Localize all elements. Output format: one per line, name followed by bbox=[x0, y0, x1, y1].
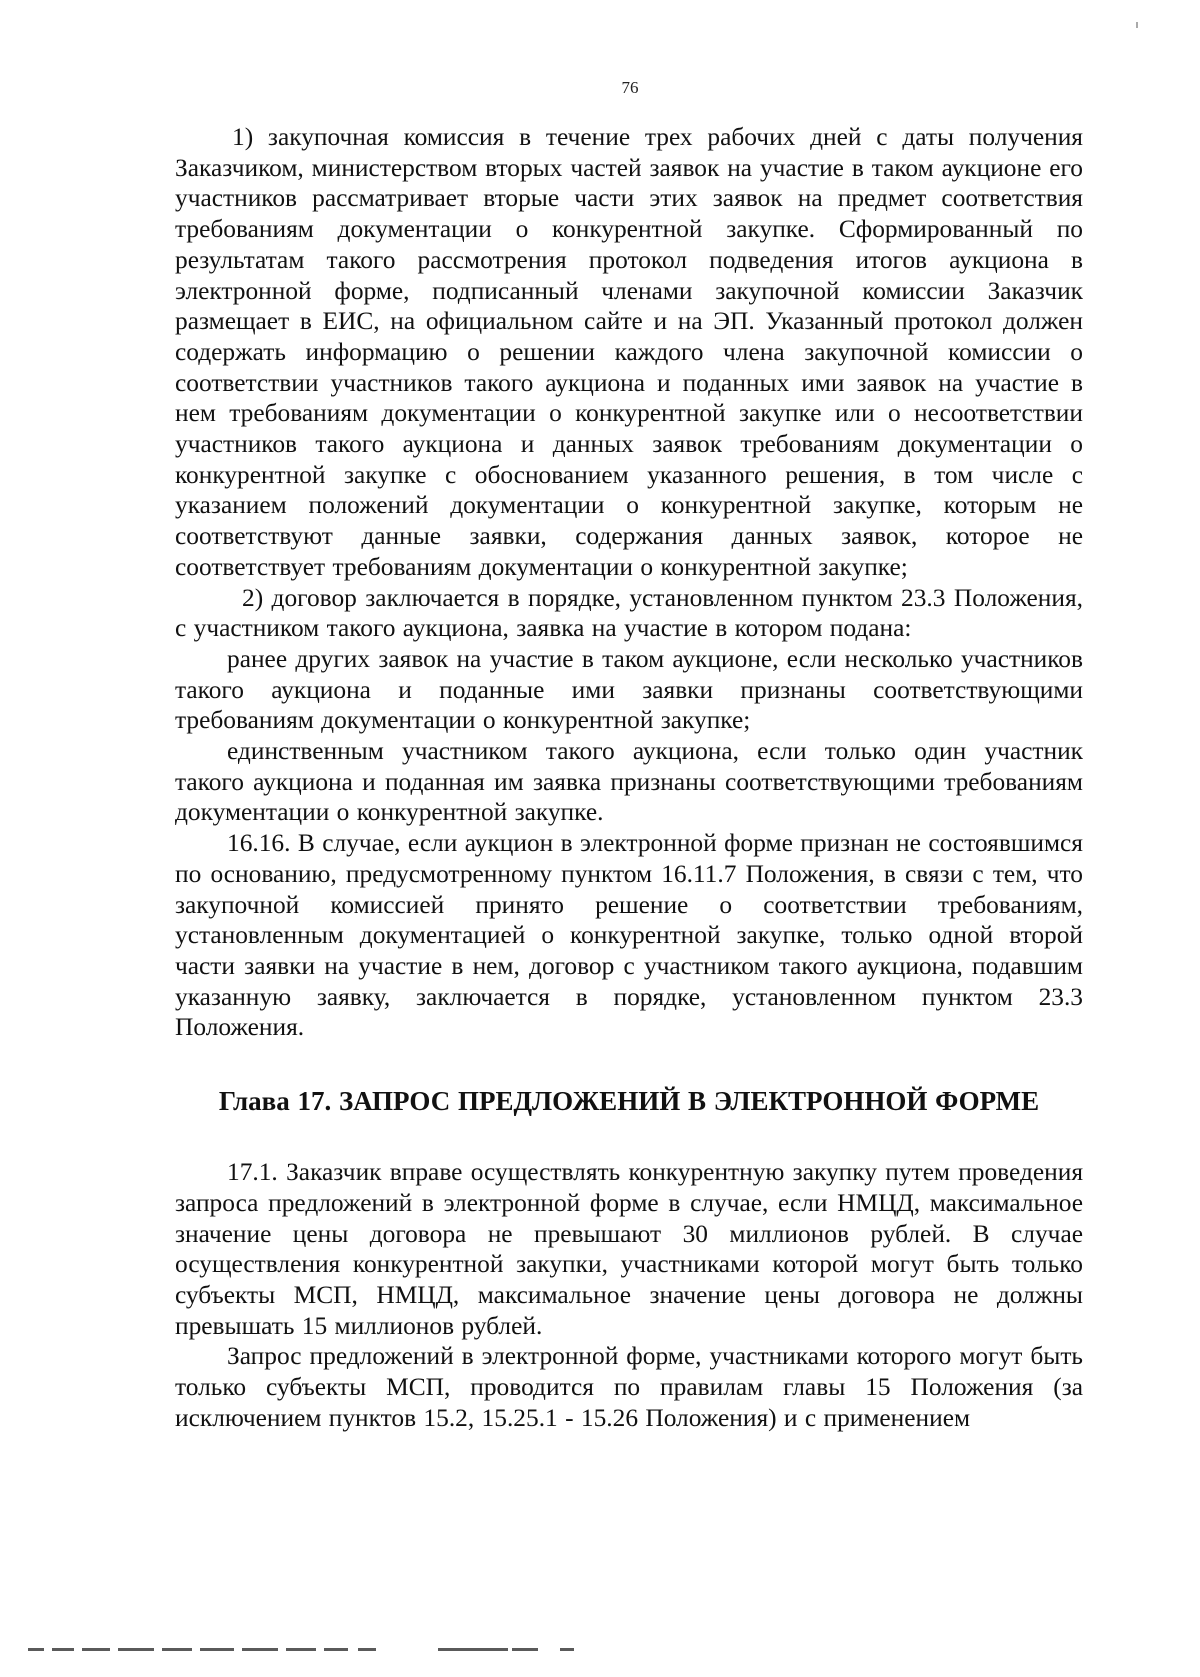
document-body bbox=[175, 122, 1083, 1433]
paragraph-earlier-applications: ранее других заявок на участие в таком аукционе, если несколько участников такого аукциона и поданные ими заявки признаны соответствующими требованиям документации о конкурентной закупке; bbox=[175, 644, 1083, 735]
paragraph-16-16: 16.16. В случае, если аукцион в электронной форме признан не состоявшимся по основанию, предусмотренному пунктом 16.11.7 Положения, в связи с тем, что закупочной комиссией принято решение о соответствии требованиям, установленным документацией о конкурентной закупке, только одной второй части заявки на участие в нем, договор с участником такого аукциона, подавшим указанную заявку, заключается в порядке, установленном пунктом 23.3 Положения. bbox=[175, 829, 1083, 1042]
scan-mark bbox=[1136, 22, 1138, 28]
page-number: 76 bbox=[621, 78, 639, 97]
paragraph-item-2: 2) договор заключается в порядке, установленном пунктом 23.3 Положения, с участником такого аукциона, заявка на участие в котором подана: bbox=[175, 583, 1083, 643]
paragraph-single-participant: единственным участником такого аукциона, если только один участник такого аукциона и поданная им заявка признаны соответствующими требованиям документации о конкурентной закупке. bbox=[175, 737, 1083, 827]
paragraph-17-1: 17.1. Заказчик вправе осуществлять конкурентную закупку путем проведения запроса предложений в электронной форме в случае, если НМЦД, максимальное значение цены договора не превышают 30 миллионов рублей. В случае осуществления конкурентной закупки, участниками которой могут быть только субъекты МСП, НМЦД, максимальное значение цены договора не должны превышать 15 миллионов рублей. bbox=[175, 1158, 1083, 1340]
chapter-heading: Глава 17. ЗАПРОС ПРЕДЛОЖЕНИЙ В ЭЛЕКТРОННОЙ ФОРМЕ bbox=[218, 1086, 1040, 1117]
paragraph-request-proposals: Запрос предложений в электронной форме, участниками которого могут быть только субъекты МСП, проводится по правилам главы 15 Положения (за исключением пунктов 15.2, 15.25.1 - 15.26 Положения) и с применением bbox=[175, 1342, 1083, 1432]
scan-edge-artifacts bbox=[0, 1648, 1200, 1654]
paragraph-item-1: 1) закупочная комиссия в течение трех рабочих дней с даты получения Заказчиком, министерством вторых частей заявок на участие в таком аукционе его участников рассматривает вторые части этих заявок на предмет соответствия требованиям документации о конкурентной закупке. Сформированный по результатам такого рассмотрения протокол подведения итогов аукциона в электронной форме, подписанный членами закупочной комиссии Заказчик размещает в ЕИС, на официальном сайте и на ЭП. Указанный протокол должен содержать информацию о решении каждого члена закупочной комиссии о соответствии участников такого аукциона и поданных ими заявок на участие в нем требованиям документации о конкурентной закупке или о несоответствии участников такого аукциона и данных заявок требованиям документации о конкурентной закупке с обоснованием указанного решения, в том числе с указанием положений документации о конкурентной закупке, которым не соответствуют данные заявки, содержания данных заявок, которое не соответствует требованиям документации о конкурентной закупке; bbox=[175, 123, 1083, 581]
